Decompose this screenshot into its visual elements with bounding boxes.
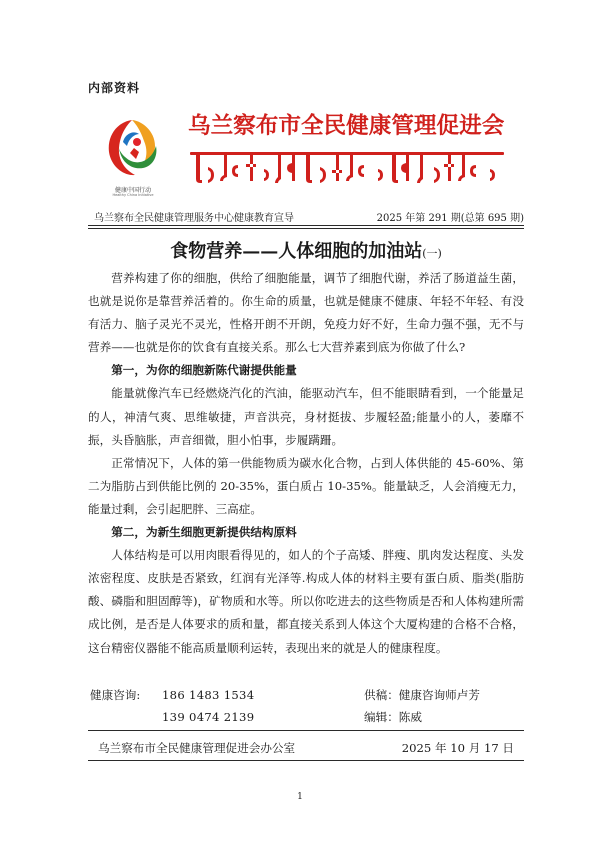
- article-title: [88, 237, 524, 263]
- issue-line: [94, 209, 524, 224]
- logo-caption: 健康中国行动: [114, 187, 151, 194]
- contact-block: [90, 684, 524, 728]
- mongolian-script-decoration: [188, 150, 506, 186]
- issue-org: 乌兰察布全民健康管理服务中心健康教育宣导: [94, 213, 294, 224]
- body-paragraph: 营养构建了你的细胞，供给了细胞能量，调节了细胞代谢，养活了肠道益生菌，也就是说你是靠营养活着的。你生命的质量，也就是健康不健康、年轻不年轻、有没有活力、脑子灵光不灵光，性格开朗不开朗，免疫力好不好，生命力强不强，无不与营养——也就是你的饮食有直接关系。那么七大营养素到底为你做了什么?: [88, 271, 524, 355]
- phone-2: 139 0474 2139: [162, 710, 255, 724]
- header-divider-thin: [88, 228, 524, 229]
- body-paragraph: 人体结构是可以用肉眼看得见的，如人的个子高矮、胖瘦、肌肉发达程度、头发浓密程度、皮肤是否紧致，红润有光泽等.构成人体的材料主要有蛋白质、脂类(脂肪酸、磷脂和胆固醇等)，矿物质和水等。所以你吃进去的这些物质是否和人体构建所需成比例，是否是人体要求的质和量，都直接关系到人体这个大厦构建的合格不合格，这台精密仪器能不能高质量顺利运转，表现出来的就是人的健康程度。: [88, 548, 524, 655]
- body-paragraph: 正常情况下，人体的第一供能物质为碳水化合物，占到人体供能的 45-60%、第二为脂肪占到供能比例的 20-35%，蛋白质占 10-35%。能量缺乏，人会消瘦无力，能量过剩，会引起肥胖、三高症。: [88, 455, 524, 516]
- health-china-logo-icon: [103, 112, 161, 184]
- footer-divider-top: [88, 730, 524, 731]
- footer: [98, 740, 514, 756]
- phone-1: 186 1483 1534: [162, 688, 255, 702]
- footer-divider-bottom: [88, 760, 524, 761]
- section-heading: 第一，为你的细胞新陈代谢提供能量: [111, 363, 297, 378]
- footer-office: 乌兰察布市全民健康管理促进会办公室: [98, 741, 296, 755]
- article-title-text: 食物营养——人体细胞的加油站: [170, 241, 423, 262]
- editor-credit: 编辑：陈威: [364, 710, 422, 724]
- internal-label: 内部资料: [88, 81, 141, 95]
- body-paragraph: 能量就像汽车已经燃烧汽化的汽油，能驱动汽车，但不能眼睛看到，一个能量足的人，神清气爽、思维敏捷，声音洪亮，身材挺拔、步履轻盈;能量小的人，萎靡不振，头昏脑胀，声音细微，胆小怕事，步履蹒跚。: [88, 386, 524, 447]
- issue-number: 2025 年第 291 期(总第 695 期): [376, 213, 524, 224]
- consult-label: 健康咨询:: [90, 688, 141, 702]
- page-number: 1: [297, 792, 303, 802]
- header-divider: [88, 225, 524, 226]
- supply-credit: 供稿：健康咨询师卢芳: [364, 688, 480, 702]
- article-body: [88, 267, 524, 660]
- logo-caption-en: Healthy China Initiative: [112, 193, 154, 197]
- footer-date: 2025 年 10 月 17 日: [401, 741, 514, 755]
- section-heading: 第二，为新生细胞更新提供结构原料: [111, 525, 297, 540]
- article-title-suffix: (一): [422, 247, 442, 260]
- org-title: 乌兰察布市全民健康管理促进会: [188, 113, 505, 139]
